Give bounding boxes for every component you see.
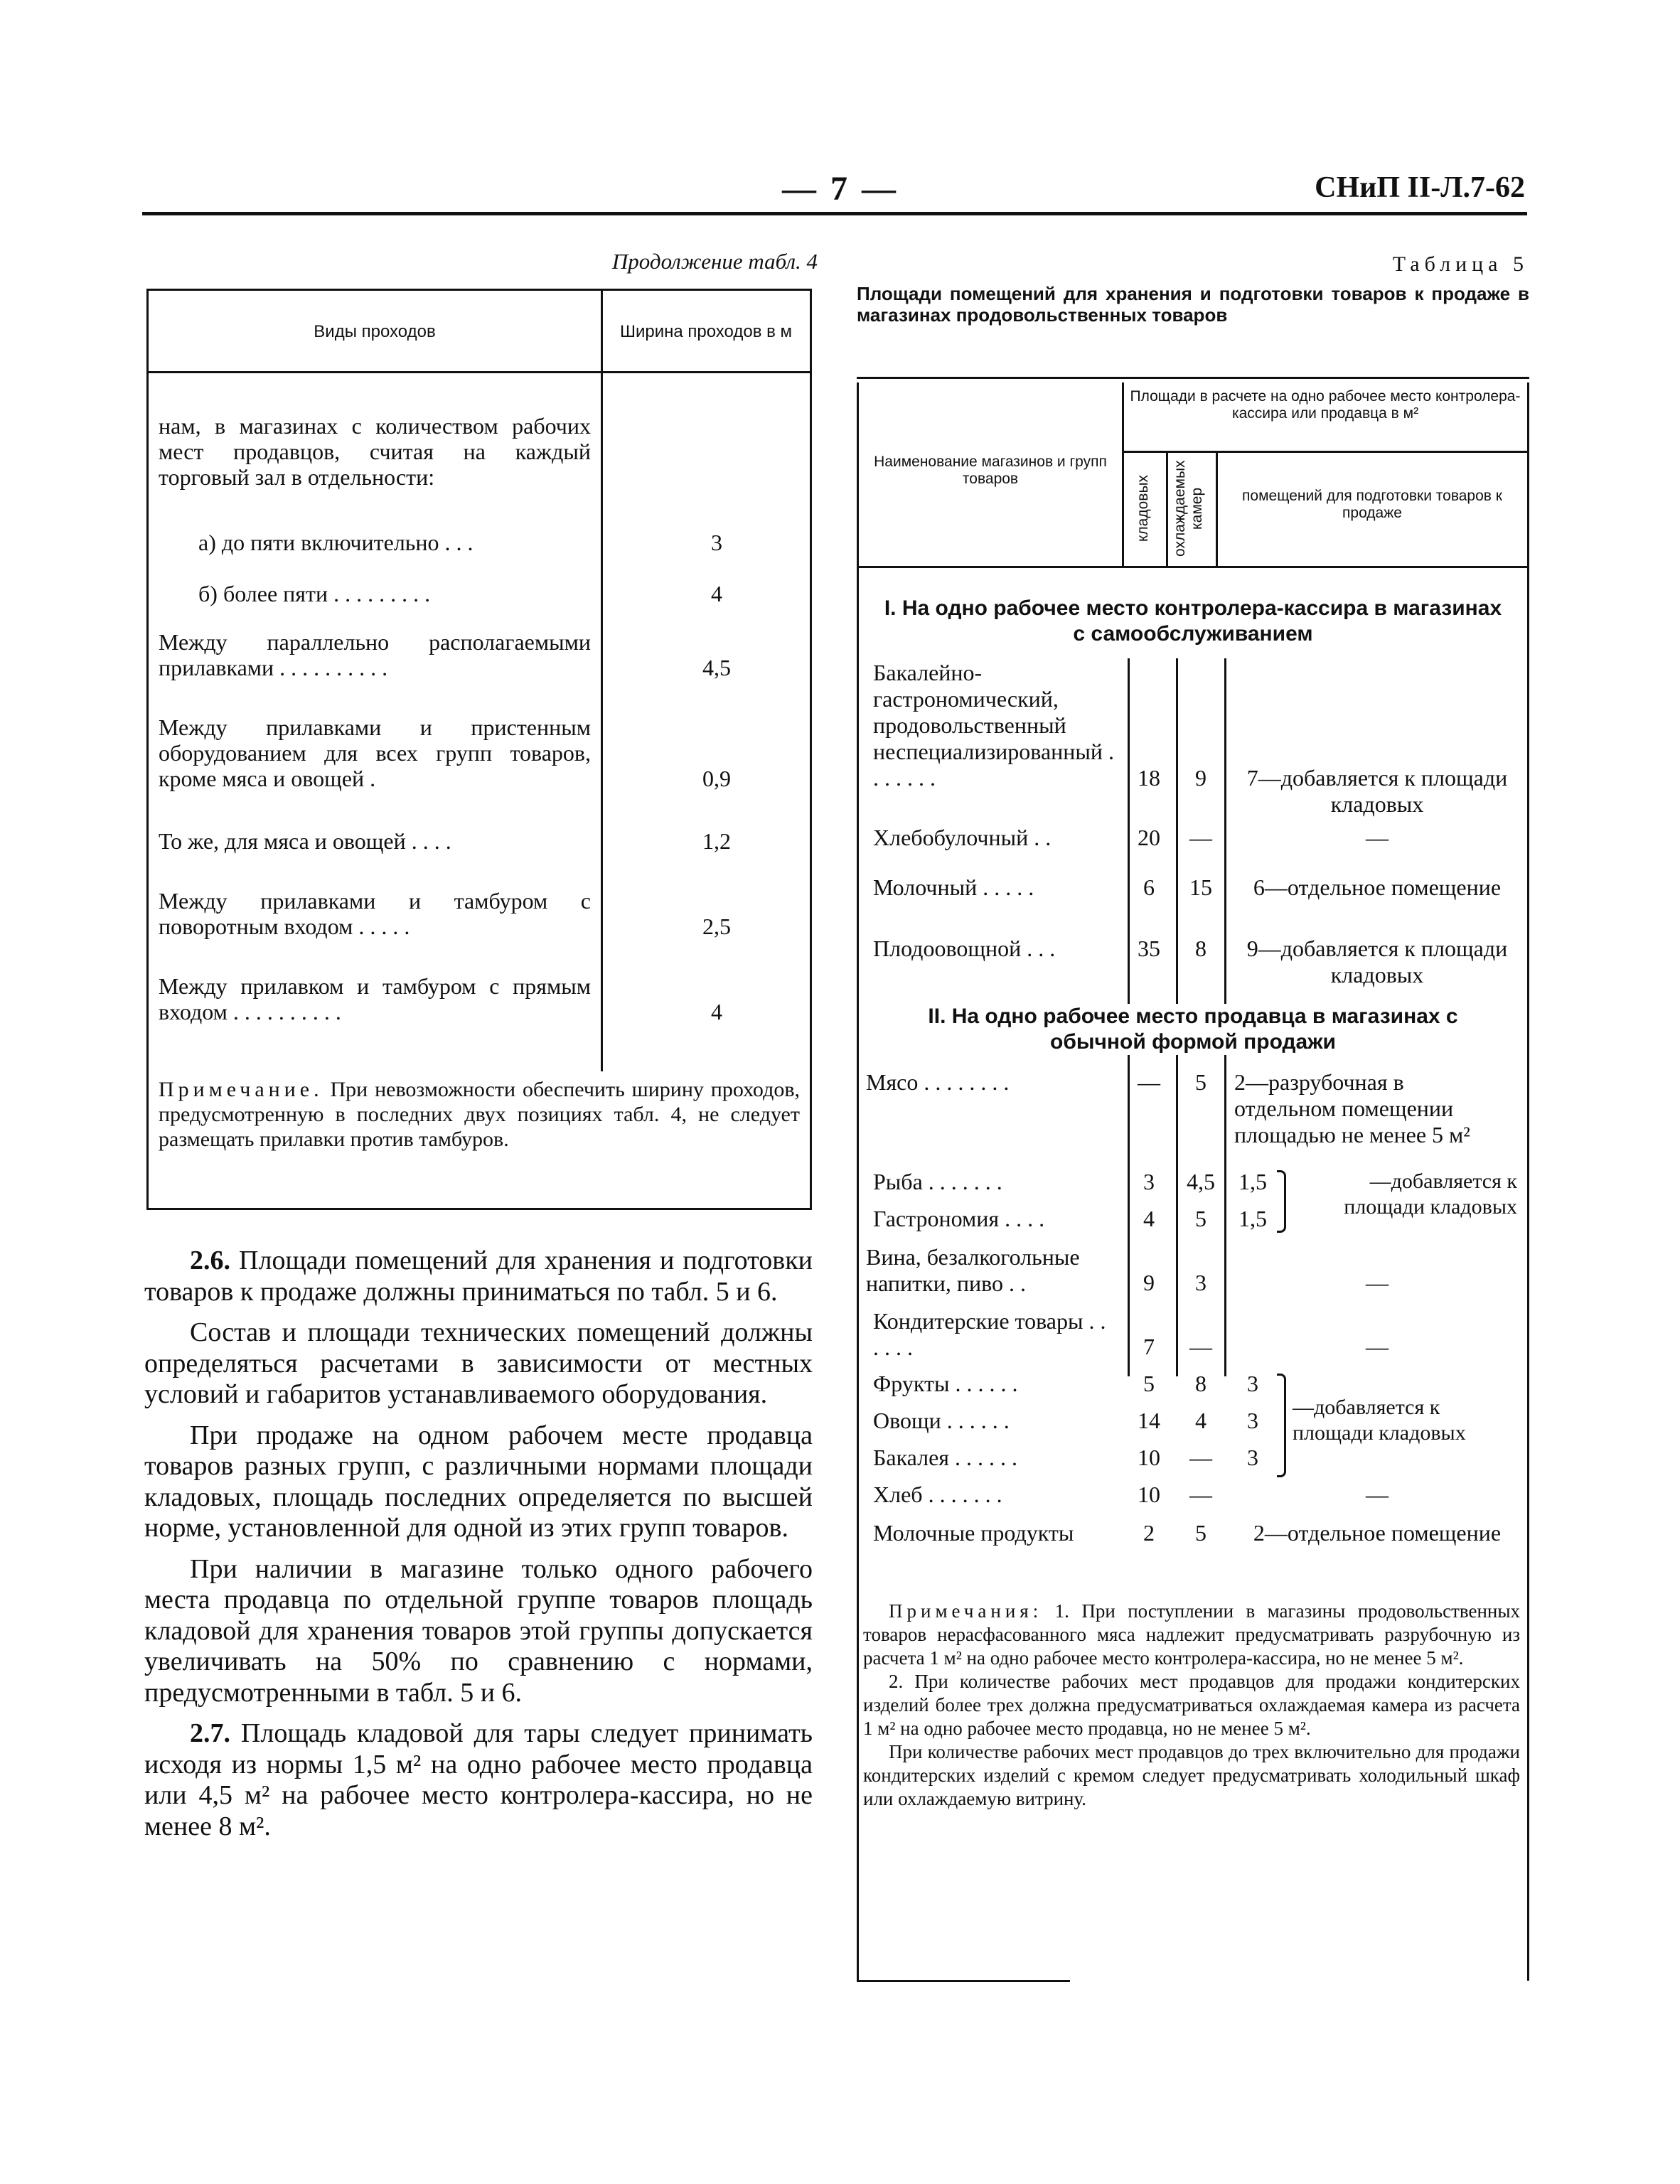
table5-row-storage: 14 [1138, 1408, 1160, 1433]
paragraph-number: 2.7. [190, 1718, 230, 1748]
table5-head-storage: кладовых [1135, 474, 1151, 542]
table5-row-name: Гастрономия . . . . [873, 1206, 1045, 1231]
paragraph-2-6 [144, 1246, 813, 1307]
table5-row-prep: 1,5 [1238, 1169, 1267, 1194]
table5-row-cold: 15 [1189, 874, 1212, 900]
table5-row-name: Фрукты . . . . . . [873, 1371, 1018, 1396]
table4-col-header-width: Ширина проходов в м [619, 321, 793, 341]
table4-row-value: 2,5 [702, 914, 731, 939]
table5-row-storage: 9 [1143, 1270, 1155, 1295]
table5-head-name: Наименование магазинов и групп товаров [874, 454, 1107, 487]
table4-row-value: 1,2 [702, 828, 731, 854]
table5-section-1: I. На одно рабочее место контролера-кассира в магазинах с самообслуживанием [884, 596, 1502, 646]
table5-row-name: Вина, безалкогольные напитки, пиво . . [866, 1244, 1080, 1296]
table4-row-value: 4 [711, 581, 722, 606]
table5-row-prep: — [1366, 1482, 1389, 1507]
table5-row-storage: 20 [1138, 825, 1160, 850]
table5-row-storage: 5 [1143, 1371, 1155, 1396]
header-rule [142, 212, 1527, 215]
table5-row-name: Плодоовощной . . . [873, 936, 1056, 961]
table5-head-cold-rooms: охлаждаемых камер [1172, 460, 1205, 557]
table5-row-prep: 2—отдельное помещение [1253, 1520, 1502, 1546]
table5-row-cold: — [1189, 1334, 1212, 1359]
table4-intro-text: нам, в магазинах с количеством рабочих мест продавцов, считая на каждый торговый зал в отдельности: [159, 413, 591, 490]
table4 [146, 289, 812, 1210]
paragraph-text: Площади помещений для хранения и подготовки товаров к продаже должны приниматься по табл. 5 и 6. [144, 1246, 813, 1307]
document-code: СНиП II-Л.7-62 [1315, 171, 1525, 204]
brace [1277, 1374, 1286, 1477]
table5-note-2: 2. При количестве рабочих мест продавцов для продажи кондитерских изделий более трех должна предусматриваться охлаждаемая камера из расчета 1 м² на одно рабочее место продавца, но не менее 5 м². [863, 1671, 1520, 1739]
table4-row-value: 0,9 [702, 766, 731, 791]
page-header [0, 169, 1680, 212]
table5-row-prep: 6—отдельное помещение [1253, 874, 1502, 900]
table5-row-storage: 3 [1143, 1169, 1155, 1194]
table5-row-storage: 4 [1143, 1206, 1155, 1231]
table5-row-cold: 4 [1195, 1408, 1207, 1433]
table5-row-name: Овощи . . . . . . [873, 1408, 1010, 1433]
table5-grid-line [859, 566, 1527, 568]
table5-bottom-rule [857, 1980, 1070, 1982]
table5-note-3: При количестве рабочих мест продавцов до трех включительно для продажи кондитерских изделий с кремом следует предусматривать холодильный шкаф или охлаждаемую витрину. [863, 1741, 1520, 1809]
paragraph-text: Площадь кладовой для тары следует принимать исходя из нормы 1,5 м² на одно рабочее место продавца или 4,5 м² на рабочее место контролера-кассира, но не менее 8 м². [144, 1718, 813, 1841]
table5-row-storage: 6 [1143, 874, 1155, 900]
table5-row-cold: 9 [1195, 765, 1207, 791]
table5-row-name: Мясо . . . . . . . . [866, 1069, 1010, 1095]
table5-row-cold: 4,5 [1187, 1169, 1215, 1194]
brace [1277, 1170, 1286, 1233]
table5-caption: Таблица 5 [1392, 252, 1529, 276]
table4-col-header-kind: Виды проходов [314, 321, 436, 341]
table5-row-storage: 18 [1138, 765, 1160, 791]
table5 [857, 382, 1529, 1981]
table5-row-cold: — [1189, 825, 1212, 850]
table5-brace-text-1: —добавляется к площади кладовых [1344, 1169, 1517, 1219]
table5-head-preparation: помещений для подготовки товаров к продаже [1242, 488, 1502, 521]
table5-note-1-text: 1. При поступлении в магазины продовольственных товаров нерасфасованного мяса надлежит предусматривать разрубочную из расчета 1 м² на одно рабочее место контролера-кассира, но не менее 5 м². [863, 1600, 1521, 1669]
table5-row-name: Бакалейно-гастрономический, продовольственный неспециализированный . . . . . . . [873, 660, 1115, 791]
table5-note-1 [863, 1600, 1520, 1670]
table5-row-cold: 5 [1195, 1520, 1207, 1546]
table5-row-name: Бакалея . . . . . . [873, 1445, 1018, 1470]
table5-row-cold: 8 [1195, 1371, 1207, 1396]
table5-row-cold: — [1189, 1482, 1212, 1507]
paragraph-2-7 [144, 1718, 813, 1842]
table4-row-value: 4 [711, 999, 722, 1024]
table5-notes [863, 1600, 1520, 1811]
page-number: — 7 — [782, 170, 899, 208]
table5-row-prep: 2—разрубочная в отдельном помещении площадью не менее 5 м² [1234, 1069, 1470, 1147]
table5-row-name: Хлеб . . . . . . . [873, 1482, 1002, 1507]
table5-row-cold: 5 [1195, 1069, 1207, 1095]
table5-grid-line [1166, 451, 1168, 566]
table5-row-prep: 3 [1247, 1408, 1258, 1433]
table4-row-label: а) до пяти включительно . . . [198, 530, 473, 555]
table5-top-rule [857, 377, 1529, 379]
table4-row-label: Между прилавками и пристенным оборудованием для всех групп товаров, кроме мяса и овощей . [159, 714, 591, 791]
table5-row-storage: 10 [1138, 1445, 1160, 1470]
table5-notes-label: Примечания: [889, 1600, 1043, 1622]
table4-row-label: Между параллельно располагаемыми прилавками . . . . . . . . . . [159, 629, 591, 680]
table4-caption: Продолжение табл. 4 [611, 249, 818, 274]
table4-row-label: Между прилавками и тамбуром с поворотным входом . . . . . [159, 888, 591, 939]
table5-head-group: Площади в расчете на одно рабочее место контролера-кассира или продавца в м² [1130, 388, 1521, 422]
table5-row-storage: 7 [1143, 1334, 1155, 1359]
table5-row-storage: — [1138, 1069, 1160, 1095]
table5-row-prep: 3 [1247, 1445, 1258, 1470]
table4-row-label: Между прилавком и тамбуром с прямым входом . . . . . . . . . . [159, 973, 591, 1024]
table5-row-name: Рыба . . . . . . . [873, 1169, 1002, 1194]
table5-row-prep: — [1366, 825, 1389, 850]
table4-row-value: 4,5 [702, 655, 731, 680]
table5-row-name: Молочный . . . . . [873, 874, 1034, 900]
table5-row-cold: 3 [1195, 1270, 1207, 1295]
table4-row-label: б) более пяти . . . . . . . . . [198, 581, 431, 606]
table5-row-prep: 7—добавляется к площади кладовых [1246, 765, 1508, 817]
table5-row-storage: 35 [1138, 936, 1160, 961]
table5-row-cold: 5 [1195, 1206, 1207, 1231]
table5-row-prep: 9—добавляется к площади кладовых [1246, 936, 1508, 987]
table5-section-2: II. На одно рабочее место продавца в магазинах с обычной формой продажи [859, 1004, 1527, 1055]
table5-row-name: Молочные продукты [873, 1520, 1074, 1546]
paragraph: При наличии в магазине только одного рабочего места продавца по отдельной группе товаров площадь кладовой для хранения товаров этой группы допускается увеличивать на 50% по сравнению с нормами, предусмотренными в табл. 5 и 6. [144, 1553, 813, 1708]
table4-note-text: При невозможности обеспечить ширину проходов, предусмотренную в последних двух позициях табл. 4, не следует размещать прилавки против тамбуров. [159, 1078, 800, 1151]
body-text [144, 1246, 813, 1852]
paragraph: Состав и площади технических помещений должны определяться расчетами в зависимости от местных условий и габаритов устанавливаемого оборудования. [144, 1317, 813, 1409]
table5-grid-line [1216, 451, 1218, 566]
table4-row-label: То же, для мяса и овощей . . . . [159, 828, 451, 854]
table5-row-prep: 3 [1247, 1371, 1258, 1396]
table4-note-label: Примечание. [159, 1078, 323, 1101]
table4-column-rule [601, 291, 603, 1071]
table5-title: Площади помещений для хранения и подготовки товаров к продаже в магазинах продовольственных товаров [857, 283, 1529, 326]
table5-brace-text-2: —добавляется к площади кладовых [1293, 1396, 1466, 1445]
table4-row-value: 3 [711, 530, 722, 555]
paragraph-number: 2.6. [190, 1246, 230, 1275]
table5-row-name: Кондитерские товары . . . . . . [873, 1308, 1106, 1360]
table5-row-prep: — [1366, 1270, 1389, 1295]
table5-grid-line [1122, 451, 1527, 453]
table5-row-cold: 8 [1195, 936, 1207, 961]
table5-row-storage: 2 [1143, 1520, 1155, 1546]
table5-grid-line [1122, 382, 1124, 566]
table5-row-prep: 1,5 [1238, 1206, 1267, 1231]
table4-header-rule [149, 371, 810, 373]
table5-row-storage: 10 [1138, 1482, 1160, 1507]
table4-note [159, 1077, 800, 1152]
table5-row-cold: — [1189, 1445, 1212, 1470]
table5-row-prep: — [1366, 1334, 1389, 1359]
table5-row-name: Хлебобулочный . . [873, 825, 1052, 850]
paragraph: При продаже на одном рабочем месте продавца товаров разных групп, с различными нормами площади кладовых, площадь последних определяется по высшей норме, установленной для одной из этих групп товаров. [144, 1420, 813, 1543]
